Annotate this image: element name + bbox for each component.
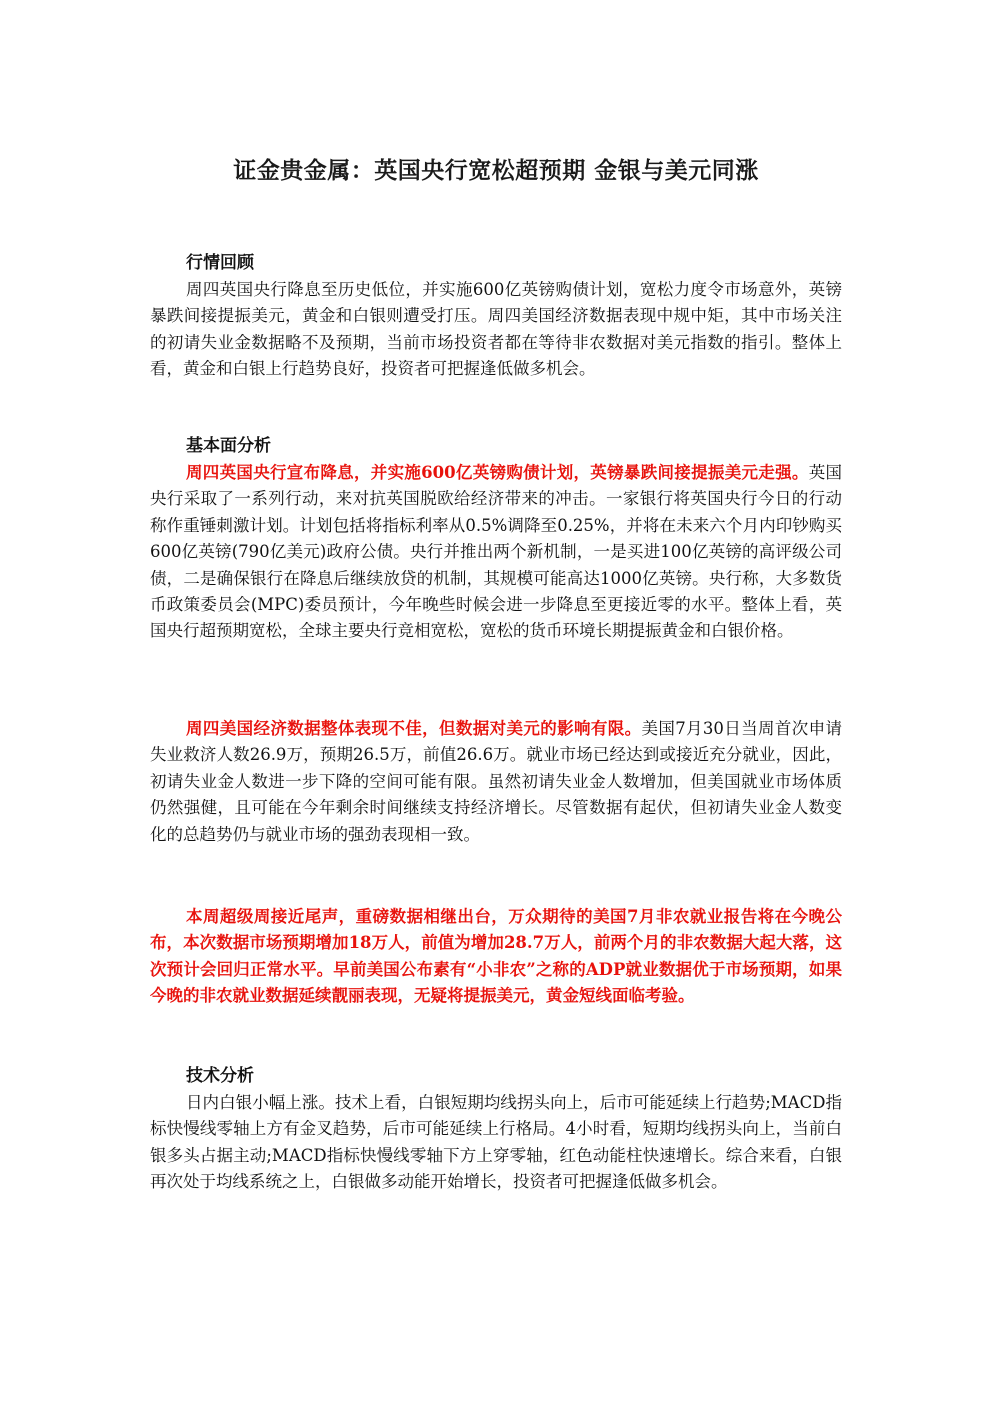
highlight-text: 周四美国经济数据整体表现不佳，但数据对美元的影响有限。 bbox=[186, 719, 642, 738]
section-technical-analysis bbox=[150, 1064, 842, 1196]
section-paragraph bbox=[150, 460, 842, 645]
section-nonfarm-outlook bbox=[150, 904, 842, 1010]
section-market-review bbox=[150, 251, 842, 383]
highlight-paragraph: 本周超级周接近尾声，重磅数据相继出台，万众期待的美国7月非农就业报告将在今晚公布，本次数据市场预期增加18万人，前值为增加28.7万人，前两个月的非农数据大起大落，这次预计会回归正常水平。早前美国公布素有“小非农”之称的ADP就业数据优于市场预期，如果今晚的非农就业数据延续靓丽表现，无疑将提振美元，黄金短线面临考验。 bbox=[150, 907, 842, 1006]
section-heading: 行情回顾 bbox=[186, 253, 254, 273]
highlight-text: 周四英国央行宣布降息，并实施600亿英镑购债计划，英镑暴跌间接提振美元走强。 bbox=[186, 463, 809, 482]
section-paragraph: 日内白银小幅上涨。技术上看，白银短期均线拐头向上，后市可能延续上行趋势;MACD指标快慢线零轴上方有金叉趋势，后市可能延续上行格局。4小时看，短期均线拐头向上，当前白银多头占据主动;MACD指标快慢线零轴下方上穿零轴，红色动能柱快速增长。综合来看，白银再次处于均线系统之上，白银做多动能开始增长，投资者可把握逢低做多机会。 bbox=[150, 1093, 842, 1192]
body-text: 英国央行采取了一系列行动，来对抗英国脱欧给经济带来的冲击。一家银行将英国央行今日的行动称作重锤刺激计划。计划包括将指标利率从0.5%调降至0.25%，并将在未来六个月内印钞购买600亿英镑(790亿美元)政府公债。央行并推出两个新机制，一是买进100亿英镑的高评级公司债，二是确保银行在降息后继续放贷的机制，其规模可能高达1000亿英镑。央行称，大多数货币政策委员会(MPC)委员预计，今年晚些时候会进一步降息至更接近零的水平。整体上看，英国央行超预期宽松，全球主要央行竞相宽松，宽松的货币环境长期提振黄金和白银价格。 bbox=[150, 463, 843, 641]
section-paragraph: 周四英国央行降息至历史低位，并实施600亿英镑购债计划，宽松力度令市场意外，英镑暴跌间接提振美元，黄金和白银则遭受打压。周四美国经济数据表现中规中矩，其中市场关注的初请失业金数据略不及预期，当前市场投资者都在等待非农数据对美元指数的指引。整体上看，黄金和白银上行趋势良好，投资者可把握逢低做多机会。 bbox=[150, 280, 842, 379]
section-heading: 基本面分析 bbox=[186, 436, 271, 456]
section-us-data bbox=[150, 716, 842, 848]
section-fundamental-analysis bbox=[150, 434, 842, 645]
section-heading: 技术分析 bbox=[186, 1066, 254, 1086]
document-title: 证金贵金属：英国央行宽松超预期 金银与美元同涨 bbox=[233, 157, 759, 184]
body-text: 美国7月30日当周首次申请失业救济人数26.9万，预期26.5万，前值26.6万。就业市场已经达到或接近充分就业，因此，初请失业金人数进一步下降的空间可能有限。虽然初请失业金人数增加，但美国就业市场体质仍然强健，且可能在今年剩余时间继续支持经济增长。尽管数据有起伏，但初请失业金人数变化的总趋势仍与就业市场的强劲表现相一致。 bbox=[150, 719, 842, 844]
section-paragraph bbox=[150, 716, 842, 848]
